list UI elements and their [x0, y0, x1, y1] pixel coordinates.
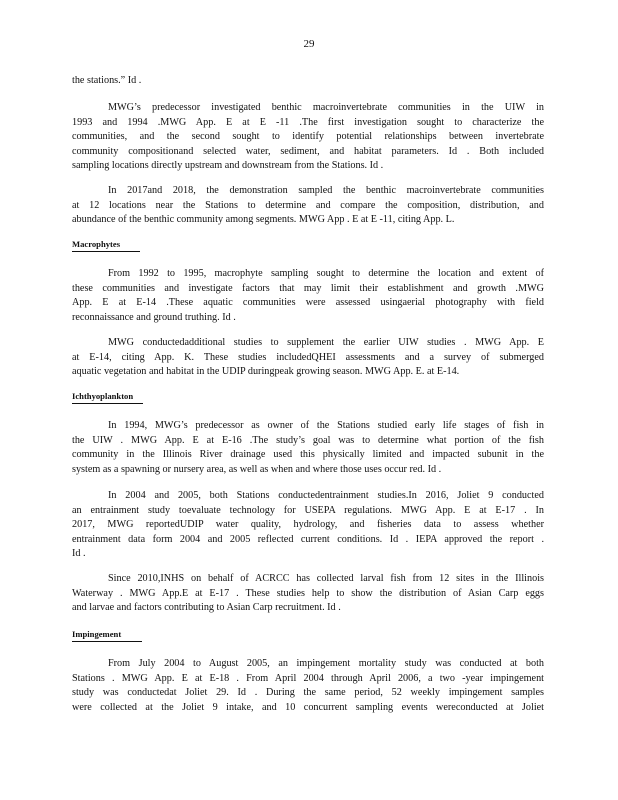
text-line: MWG conductedadditional studies to supplement the earlier UIW studies . MWG App. E	[108, 337, 544, 348]
text-line: community in the Illinois River drainage used this physically limited and impacted subunit in the	[72, 449, 544, 460]
text-line: entrainment data form 2004 and 2005 reflected current conditions. Id . IEPA approved the report .	[72, 533, 544, 545]
text-line: 2017, MWG reportedUDIP water quality, hydrology, and fisheries data to assess whether	[72, 519, 544, 530]
text-line: From 1992 to 1995, macrophyte sampling sought to determine the location and extent of	[108, 268, 544, 279]
text-line: community compositionand selected water, sediment, and habitat parameters. Id . Both included	[72, 145, 544, 157]
text-line: Waterway . MWG App.E at E-17 . These studies help to show the distribution of Asian Carp eggs	[72, 587, 544, 599]
paragraph-impingement-study	[72, 657, 544, 715]
text-line: MWG’s predecessor investigated benthic macroinvertebrate communities in the UIW in	[108, 102, 544, 113]
paragraph-continuation	[72, 74, 544, 89]
text-line: Since 2010,INHS on behalf of ACRCC has collected larval fish from 12 sites in the Illinois	[108, 573, 544, 584]
text-line: were collected at the Joliet 9 intake, and 10 concurrent sampling events wereconducted at Joliet	[72, 701, 544, 713]
text-line: study was conductedat Joliet 29. Id . During the same period, 52 weekly impingement samples	[72, 687, 544, 698]
text-line: the stations.” Id .	[72, 75, 142, 86]
text-line: and larvae and factors contributing to Asian Carp recruitment. Id .	[72, 602, 341, 613]
heading-underline	[72, 251, 140, 252]
text-line: system as a spawning or nursery area, as well as when and where those uses occur red. Id .	[72, 463, 442, 475]
text-line: abundance of the benthic community among segments. MWG App . E at E -11, citing App. L.	[72, 214, 455, 225]
paragraph-benthic-history	[72, 101, 544, 174]
text-line: Id .	[72, 548, 86, 559]
text-line: the UIW . MWG App. E at E-16 .The study’s goal was to determine what portion of the fish	[72, 434, 544, 446]
page-number: 29	[303, 38, 315, 50]
paragraph-larval-fish	[72, 572, 544, 616]
text-line: In 2004 and 2005, both Stations conductedentrainment studies.In 2016, Joliet 9 conducted	[108, 490, 544, 501]
text-line: communities, and the second sought to identify potential relationships between invertebrate	[72, 131, 544, 142]
heading-underline	[72, 403, 143, 404]
text-line: at 12 locations near the Stations to determine and compare the composition, distribution, and	[72, 199, 544, 211]
paragraph-ichthyoplankton-1994	[72, 419, 544, 477]
section-heading-impingement: Impingement	[72, 629, 122, 639]
text-line: 1993 and 1994 .MWG App. E at E -11 .The first investigation sought to characterize the	[72, 116, 544, 128]
text-line: sampling locations directly upstream and downstream from the Stations. Id .	[72, 160, 384, 171]
paragraph-macrophytes-sampling	[72, 267, 544, 325]
paragraph-macrophytes-additional	[72, 336, 544, 380]
text-line: From July 2004 to August 2005, an impingement mortality study was conducted at both	[108, 658, 544, 669]
text-line: at E-14, citing App. K. These studies includedQHEI assessments and a survey of submerged	[72, 351, 544, 363]
text-line: aquatic vegetation and habitat in the UDIP duringpeak growing season. MWG App. E. at E-14.	[72, 366, 460, 377]
text-line: In 1994, MWG’s predecessor as owner of the Stations studied early life stages of fish in	[108, 420, 544, 431]
text-line: these communities and investigate factors that may limit their establishment and growth .MWG	[72, 282, 544, 294]
text-line: reconnaissance and ground truthing. Id .	[72, 311, 236, 323]
paragraph-entrainment-studies	[72, 489, 544, 562]
text-line: In 2017and 2018, the demonstration sampled the benthic macroinvertebrate communities	[108, 185, 544, 196]
paragraph-benthic-demonstration	[72, 184, 544, 228]
heading-underline	[72, 641, 142, 642]
text-line: an entrainment study toevaluate technology for USEPA regulations. MWG App. E at E-17 . In	[72, 504, 544, 516]
text-line: Stations . MWG App. E at E-18 . From April 2004 through April 2006, a two -year impingement	[72, 672, 544, 684]
section-heading-ichthyoplankton: Ichthyoplankton	[72, 391, 134, 401]
text-line: App. E at E-14 .These aquatic communities were assessed usingaerial photography with field	[72, 297, 544, 308]
section-heading-macrophytes: Macrophytes	[72, 239, 121, 249]
